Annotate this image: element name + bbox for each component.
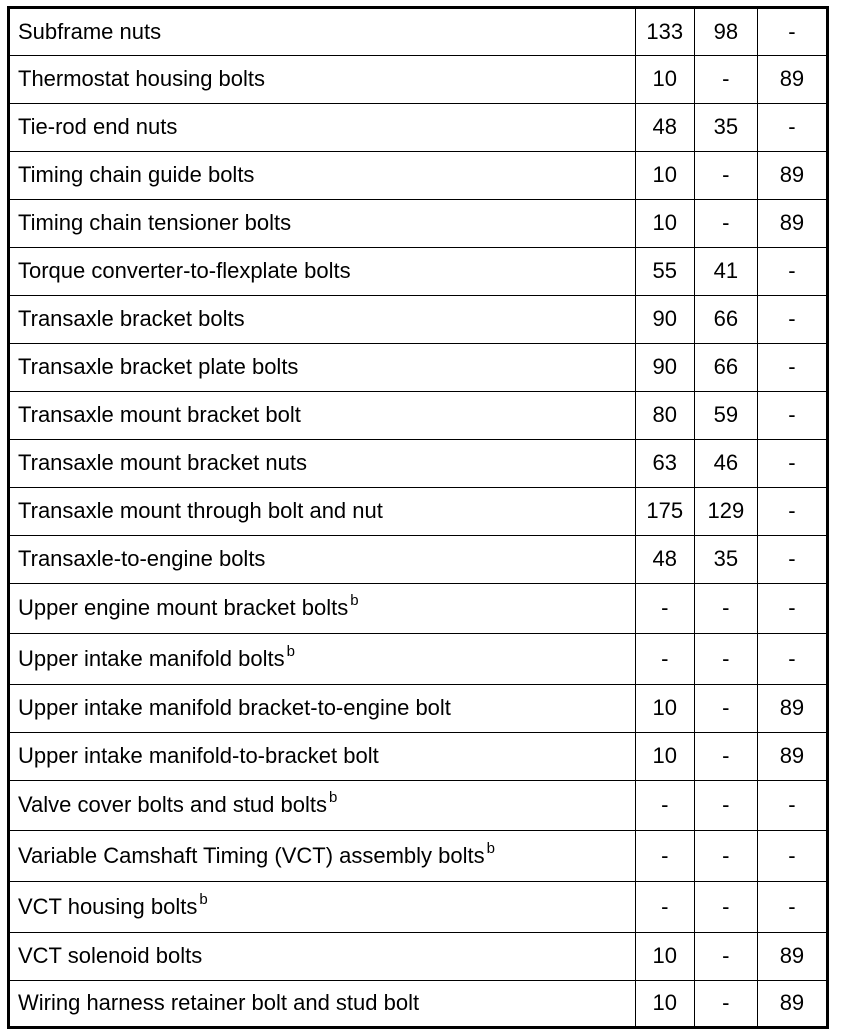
torque-spec-table — [7, 6, 829, 1029]
component-cell — [9, 296, 636, 344]
in-lbs-value-cell: 89 — [757, 981, 827, 1028]
component-label: Transaxle mount bracket nuts — [18, 450, 307, 476]
ft-lbs-value-cell: - — [694, 882, 757, 933]
in-lbs-value-cell: - — [757, 831, 827, 882]
ft-lbs-value-cell: 66 — [694, 344, 757, 392]
table-row — [9, 344, 828, 392]
component-label: Transaxle bracket plate bolts — [18, 354, 299, 380]
component-cell — [9, 344, 636, 392]
table-row — [9, 584, 828, 634]
ft-lbs-value-cell: 41 — [694, 248, 757, 296]
table-row — [9, 831, 828, 882]
component-cell — [9, 933, 636, 981]
component-label: Torque converter-to-flexplate bolts — [18, 258, 351, 284]
footnote-marker: b — [350, 592, 359, 610]
in-lbs-value-cell: 89 — [757, 685, 827, 733]
component-cell — [9, 781, 636, 831]
table-row — [9, 152, 828, 200]
ft-lbs-value-cell: - — [694, 733, 757, 781]
in-lbs-value-cell: 89 — [757, 933, 827, 981]
nm-value-cell: 55 — [635, 248, 694, 296]
nm-value-cell: - — [635, 781, 694, 831]
component-cell — [9, 248, 636, 296]
component-label: Upper intake manifold-to-bracket bolt — [18, 743, 379, 769]
nm-value-cell: 10 — [635, 56, 694, 104]
in-lbs-value-cell: - — [757, 584, 827, 634]
nm-value-cell: 175 — [635, 488, 694, 536]
nm-value-cell: 63 — [635, 440, 694, 488]
component-cell — [9, 200, 636, 248]
component-cell — [9, 392, 636, 440]
nm-value-cell: - — [635, 831, 694, 882]
component-cell — [9, 981, 636, 1028]
component-cell — [9, 104, 636, 152]
table-row — [9, 634, 828, 685]
component-cell — [9, 882, 636, 933]
in-lbs-value-cell: - — [757, 344, 827, 392]
nm-value-cell: 133 — [635, 8, 694, 56]
nm-value-cell: 48 — [635, 104, 694, 152]
in-lbs-value-cell: - — [757, 634, 827, 685]
nm-value-cell: - — [635, 634, 694, 685]
component-label: Subframe nuts — [18, 18, 162, 44]
ft-lbs-value-cell: - — [694, 981, 757, 1028]
table-row — [9, 685, 828, 733]
component-label: Timing chain guide bolts — [18, 162, 255, 188]
component-cell — [9, 8, 636, 56]
nm-value-cell: 10 — [635, 933, 694, 981]
component-label: Upper intake manifold bolts — [18, 645, 285, 671]
in-lbs-value-cell: 89 — [757, 152, 827, 200]
ft-lbs-value-cell: - — [694, 634, 757, 685]
table-row — [9, 56, 828, 104]
table-row — [9, 392, 828, 440]
in-lbs-value-cell: - — [757, 488, 827, 536]
component-cell — [9, 56, 636, 104]
footnote-marker: b — [199, 890, 208, 908]
nm-value-cell: 10 — [635, 733, 694, 781]
table-row — [9, 488, 828, 536]
ft-lbs-value-cell: 59 — [694, 392, 757, 440]
component-label: Transaxle mount through bolt and nut — [18, 498, 383, 524]
ft-lbs-value-cell: - — [694, 831, 757, 882]
nm-value-cell: 10 — [635, 200, 694, 248]
in-lbs-value-cell: - — [757, 296, 827, 344]
component-label: Thermostat housing bolts — [18, 66, 266, 92]
component-label: Upper intake manifold bracket-to-engine bolt — [18, 695, 451, 721]
in-lbs-value-cell: - — [757, 248, 827, 296]
in-lbs-value-cell: - — [757, 104, 827, 152]
in-lbs-value-cell: - — [757, 882, 827, 933]
in-lbs-value-cell: - — [757, 440, 827, 488]
nm-value-cell: 90 — [635, 344, 694, 392]
component-label: VCT housing bolts — [18, 893, 198, 919]
ft-lbs-value-cell: - — [694, 781, 757, 831]
ft-lbs-value-cell: 98 — [694, 8, 757, 56]
component-label: Tie-rod end nuts — [18, 114, 178, 140]
component-cell — [9, 634, 636, 685]
table-row — [9, 981, 828, 1028]
nm-value-cell: 48 — [635, 536, 694, 584]
footnote-marker: b — [486, 839, 495, 857]
component-cell — [9, 440, 636, 488]
table-row — [9, 781, 828, 831]
torque-spec-table-body — [9, 8, 828, 1028]
nm-value-cell: 90 — [635, 296, 694, 344]
in-lbs-value-cell: 89 — [757, 56, 827, 104]
component-label: Timing chain tensioner bolts — [18, 210, 292, 236]
nm-value-cell: 80 — [635, 392, 694, 440]
table-row — [9, 882, 828, 933]
component-cell — [9, 536, 636, 584]
table-row — [9, 440, 828, 488]
table-row — [9, 200, 828, 248]
table-row — [9, 8, 828, 56]
nm-value-cell: 10 — [635, 685, 694, 733]
nm-value-cell: 10 — [635, 152, 694, 200]
component-label: Variable Camshaft Timing (VCT) assembly bolts — [18, 842, 485, 868]
component-cell — [9, 584, 636, 634]
component-label: Transaxle mount bracket bolt — [18, 402, 301, 428]
ft-lbs-value-cell: 35 — [694, 536, 757, 584]
ft-lbs-value-cell: - — [694, 933, 757, 981]
table-row — [9, 733, 828, 781]
in-lbs-value-cell: 89 — [757, 733, 827, 781]
ft-lbs-value-cell: 46 — [694, 440, 757, 488]
component-cell — [9, 831, 636, 882]
component-label: Wiring harness retainer bolt and stud bolt — [18, 990, 420, 1016]
in-lbs-value-cell: 89 — [757, 200, 827, 248]
ft-lbs-value-cell: 129 — [694, 488, 757, 536]
footnote-marker: b — [329, 789, 338, 807]
component-label: Valve cover bolts and stud bolts — [18, 792, 327, 818]
component-cell — [9, 152, 636, 200]
table-row — [9, 248, 828, 296]
component-label: VCT solenoid bolts — [18, 943, 203, 969]
component-cell — [9, 733, 636, 781]
component-label: Upper engine mount bracket bolts — [18, 595, 349, 621]
in-lbs-value-cell: - — [757, 536, 827, 584]
nm-value-cell: - — [635, 584, 694, 634]
ft-lbs-value-cell: - — [694, 152, 757, 200]
ft-lbs-value-cell: 66 — [694, 296, 757, 344]
component-label: Transaxle-to-engine bolts — [18, 546, 266, 572]
in-lbs-value-cell: - — [757, 781, 827, 831]
table-row — [9, 104, 828, 152]
footnote-marker: b — [286, 642, 295, 660]
ft-lbs-value-cell: - — [694, 200, 757, 248]
ft-lbs-value-cell: - — [694, 56, 757, 104]
nm-value-cell: - — [635, 882, 694, 933]
component-label: Transaxle bracket bolts — [18, 306, 245, 332]
nm-value-cell: 10 — [635, 981, 694, 1028]
in-lbs-value-cell: - — [757, 392, 827, 440]
ft-lbs-value-cell: - — [694, 685, 757, 733]
ft-lbs-value-cell: - — [694, 584, 757, 634]
component-cell — [9, 685, 636, 733]
component-cell — [9, 488, 636, 536]
table-row — [9, 933, 828, 981]
in-lbs-value-cell: - — [757, 8, 827, 56]
table-row — [9, 536, 828, 584]
table-row — [9, 296, 828, 344]
ft-lbs-value-cell: 35 — [694, 104, 757, 152]
